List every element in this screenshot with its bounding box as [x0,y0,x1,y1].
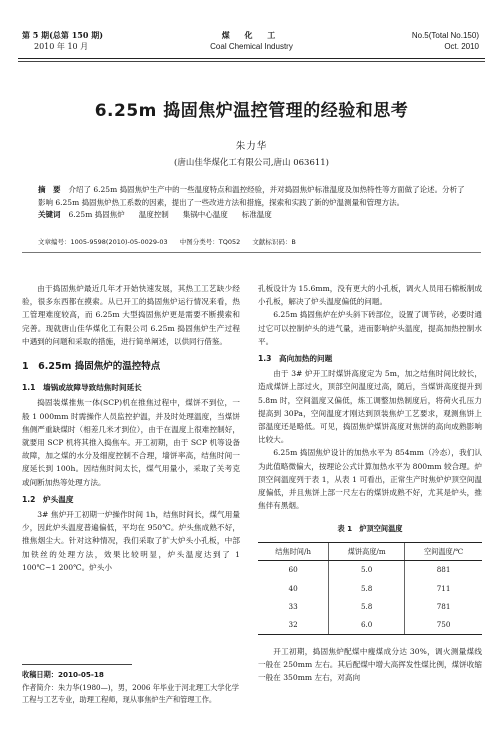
document-info [38,237,468,246]
article-number: 文章编号：1005-9598(2010)-05-0029-03 [38,238,168,246]
header-right [412,30,479,52]
keyword: 集锅中心温度 [182,210,228,219]
paragraph-continued: 孔板设计为 15.6mm，没有更大的小孔板，调火人员用石棉板制成小孔板，解决了炉头温度偏低的问题。 [258,284,482,307]
header-date-en: Oct. 2010 [444,42,479,51]
table-cell: 781 [405,597,482,615]
footnote-rule [22,664,132,665]
paper-author: 朱力华 [235,141,268,152]
header-center [180,30,323,52]
intro-paragraph: 由于捣固焦炉最近几年才开始快速发展，其热工工艺缺少经验，很多东西都在摸索。从已开工的捣固焦炉运行情况来看，热工管理难度较高，而 6.25m 大型捣固焦炉更是需要不断摸索和完善。现就唐山佳华煤化工有限公司 6.25m 捣固焦炉生产过程中遇到的问题和采取的措施，进行简单阐述，以供同行借鉴。 [22,284,240,346]
table-row [258,615,482,634]
journal-name-en: Coal Chemical Industry [210,42,293,51]
keyword: 标准温度 [241,210,272,219]
table-cell: 60 [288,565,298,575]
document-code: 文献标识码：B [252,238,296,246]
paragraph-after-table: 开工初期，捣固焦炉配煤中瘦煤成分达 30%，调火测量煤线一般在 250mm 左右。其后配煤中增大高挥发性煤比例，煤饼收缩一般在 350mm 左右，对高向 [258,646,482,683]
paper-title: 6.25m 捣固焦炉温控管理的经验和思考 [94,101,409,121]
table-row [258,560,482,579]
table-cell: 5.8 [329,597,405,615]
section-divider [22,252,481,253]
column-header: 空间温度/℃ [405,542,482,560]
subsection-heading-1-2: 1.2 炉头温度 [22,494,74,504]
received-date: 收稿日期：2010-05-18 [22,670,104,679]
paper-affiliation: (唐山佳华煤化工有限公司,唐山 063611) [174,158,329,168]
footnote [22,664,240,707]
table-header-row [258,542,482,560]
header-rule-thin [18,61,485,62]
keyword: 温度控制 [138,210,169,219]
abstract [38,184,468,209]
right-column [258,282,482,684]
column-header: 煤饼高度/m [329,542,405,560]
table-cell: 33 [288,601,298,611]
paragraph-1-1: 捣固装煤推焦一体(SCP)机在推焦过程中，煤饼不到位，一般 1 000mm 时需操作人员监控护温，并及时处理温度，当煤饼焦侧严重缺煤时（相差几米才到位），由于在温度上很难控制好，就要用 SCP 机将其推入捣焦车。开工初期，由于 SCP 机等设备故障，加之煤的水分及细度控制不合理，墙饼率高，结焦时间一度延长到 100h。因结焦时间太长，煤气用量小，采取了关考克或间断加热等处理方法。 [22,398,240,487]
table-row [258,579,482,597]
header-date: 2010 年 10 月 [34,42,89,51]
table-cell: 6.0 [329,615,405,634]
subsection-heading-1-3: 1.3 高向加热的问题 [258,354,333,364]
header-left [22,30,103,52]
column-header: 结焦时间/h [258,542,329,560]
paragraph-heating-level: 6.25m 捣固焦炉设计的加热水平为 854mm（冷态），我们认为此值略微偏大，按理论公式计算加热水平为 800mm 较合理。炉顶空间温度列于表 1，从表 1 可看出，正常生产时焦炉炉顶空间温度偏低，并且焦饼上部一尺左右的煤饼成熟不好，尤其是炉头，推焦伴有黑烟。 [258,448,482,511]
left-column [22,282,240,574]
table-cell: 40 [288,583,298,593]
table-cell: 32 [258,615,329,634]
header-rule [18,58,485,59]
table-cell: 750 [405,615,482,634]
subsection-heading-1-1: 1.1 墙锅或故障导致结焦时间延长 [22,383,142,393]
paragraph-1-2: 3# 焦炉开工初期一炉操作时间 1h，结焦时间长，煤气用量少，因此炉头温度普遍偏低，平均在 950℃。炉头焦成熟不好，推焦烟尘大。针对这种情况，我们采取了扩大炉头小孔板，中部加铁丝的处理方法，效果比较明显，炉头温度达到了 1 100℃~1 200℃。炉头小 [22,510,240,572]
section-heading-1: 1 6.25m 捣固焦炉的温控特点 [22,361,161,373]
author-bio: 作者简介：朱力华(1980—)，男，2006 年毕业于河北理工大学化学工程与工艺专业，助理工程师，现从事焦炉生产和管理工作。 [22,682,239,704]
abstract-text: 介绍了 6.25m 捣固焦炉生产中的一些温度特点和温控经验，并对捣固焦炉标准温度及加热特性等方面做了论述。分析了影响 6.25m 捣固焦炉热工系数的因素，提出了一些改进方法和措施，探索和实践了新的炉温测量和管理方法。 [38,185,465,207]
paragraph-adjust-brick: 6.25m 捣固焦炉在炉头斜下砖部位，设置了调节砖，必要时通过它可以控制炉头的进气量，进而影响炉头温度，提高加热控制水平。 [258,310,482,346]
journal-name-cn: 煤 化 工 [221,30,282,40]
header-issue: 第 5 期(总第 150 期) [22,30,103,40]
journal-header [0,0,503,66]
table-caption: 表 1 炉顶空间温度 [337,524,403,534]
table-cell: 5.8 [329,579,405,597]
table-cell: 711 [405,579,482,597]
temperature-table [258,542,482,635]
keywords [38,209,468,222]
abstract-label: 摘 要 [38,185,61,194]
table-row [258,597,482,615]
abstract-block [38,184,468,222]
keyword: 6.25m 捣固焦炉 [68,210,125,219]
classification-number: 中图分类号：TQ052 [179,238,241,246]
table-cell: 5.0 [329,560,405,579]
table-cell: 881 [405,560,482,579]
keywords-label: 关键词 [38,210,61,219]
paragraph-1-3: 由于 3# 炉开工时煤饼高度定为 5m，加之结焦时间比较长，造成煤饼上部过火，顶部空间温度过高，随后，当煤饼高度提升到 5.8m 时，空间温度又偏低，炼工调整加热制度后，将荷火孔压力提高到 30Pa，空间温度才刚达到顶装焦炉工艺要求，观测焦饼上部温度还是略低。可见，捣固焦炉煤饼高度对焦饼的高向成熟影响比较大。 [258,369,482,445]
header-issue-en: No.5(Total No.150) [411,31,479,40]
